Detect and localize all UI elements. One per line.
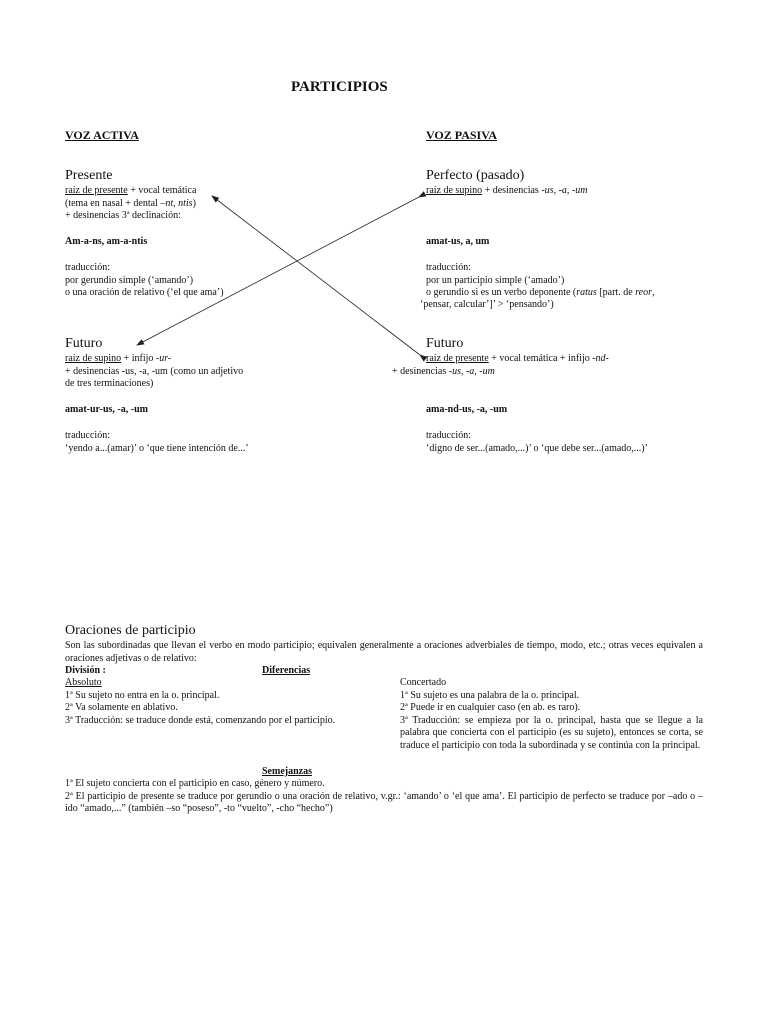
presente-title: Presente (65, 168, 113, 183)
presente-forms: Am-a-ns, am-a-ntis (65, 236, 148, 247)
futuro-pasiva-title: Futuro (426, 336, 464, 351)
oraciones-intro: Son las subordinadas que llevan el verbo en modo participio; equivalen generalmente a oraciones adverbiales de tiempo, modo, etc.; otras veces equivalen a oraciones adjetivas o de relativo: (65, 640, 703, 664)
absoluto-item: 1ª Su sujeto no entra en la o. principal. (65, 689, 220, 701)
oraciones-title: Oraciones de participio (65, 623, 196, 638)
futuro-pasiva-traduccion: traducción: ‘digno de ser...(amado,...)’ o ‘que debe ser...(amado,...)’ (426, 430, 648, 454)
futuro-pasiva-forms: ama-nd-us, -a, -um (426, 404, 508, 415)
perfecto-formation: raíz de supino + desinencias -us, -a, -um (426, 185, 588, 196)
perfecto-traduccion-cont: ‘pensar, calcular’]’ > ‘pensando’) (420, 299, 554, 310)
concertado-label: Concertado (400, 677, 447, 688)
futuro-activa-title: Futuro (65, 336, 103, 351)
perfecto-traduccion: traducción: por un participio simple (‘amado’) o gerundio si es un verbo deponente (ratus [part. de reor, (426, 262, 655, 298)
futuro-pasiva-formation-cont: + desinencias -us, -a, -um (392, 366, 495, 377)
absoluto-column (65, 677, 365, 727)
page-title: PARTICIPIOS (291, 79, 388, 95)
concertado-item: 3ª Traducción: se empieza por la o. principal, hasta que se llegue a la palabra que concierta con el participio (es su sujeto), entonces se corta, se traduce el participio con toda la subordinada y se continúa con la principal. (400, 714, 703, 751)
perfecto-forms: amat-us, a, um (426, 236, 490, 247)
absoluto-item: 3ª Traducción: se traduce donde está, comenzando por el participio. (65, 714, 336, 726)
voz-pasiva-heading: VOZ PASIVA (426, 128, 497, 142)
semejanzas-list (65, 778, 703, 816)
absoluto-item: 2ª Va solamente en ablativo. (65, 702, 178, 713)
diferencias-label: Diferencias (262, 665, 311, 676)
semejanzas-label: Semejanzas (262, 766, 312, 777)
arrow-presente-futuro-pasiva (212, 196, 420, 355)
futuro-pasiva-formation: raíz de presente + vocal temática + infijo -nd- (426, 353, 609, 364)
raiz-presente-label: raíz de presente (65, 185, 128, 196)
concertado-item: 1ª Su sujeto es una palabra de la o. principal. (400, 689, 580, 701)
presente-formation: raíz de presente + vocal temática (tema en nasal + dental –nt, ntis) + desinencias 3ª declinación: (65, 185, 197, 221)
concertado-item: 2ª Puede ir en cualquier caso (en ab. es raro). (400, 702, 581, 713)
semejanza-item: 2ª El participio de presente se traduce por gerundio o una oración de relativo, v.gr.: ‘amando’ o ‘el que ama’. El participio de perfecto se traduce por –ado o –ido “amado,...” (también –so “poseso”, -to “vuelto”, -cho “hecho”) (65, 790, 703, 814)
absoluto-label: Absoluto (65, 677, 102, 688)
voz-activa-heading: VOZ ACTIVA (65, 128, 139, 142)
presente-traduccion: traducción: por gerundio simple (‘amando’) o una oración de relativo (‘el que ama’) (65, 262, 224, 298)
futuro-activa-formation: raíz de supino + infijo -ur- + desinencias -us, -a, -um (como un adjetivo de tres terminaciones) (65, 353, 244, 389)
futuro-activa-traduccion: traducción: ‘yendo a...(amar)’ o ‘que tiene intención de...’ (65, 430, 249, 454)
perfecto-title: Perfecto (pasado) (426, 168, 525, 183)
semejanza-item: 1ª El sujeto concierta con el participio en caso, género y número. (65, 778, 325, 789)
division-label: División : (65, 665, 106, 676)
futuro-activa-forms: amat-ur-us, -a, -um (65, 404, 148, 415)
concertado-column (400, 677, 703, 752)
arrow-perfecto-futuro-activa (137, 197, 419, 345)
